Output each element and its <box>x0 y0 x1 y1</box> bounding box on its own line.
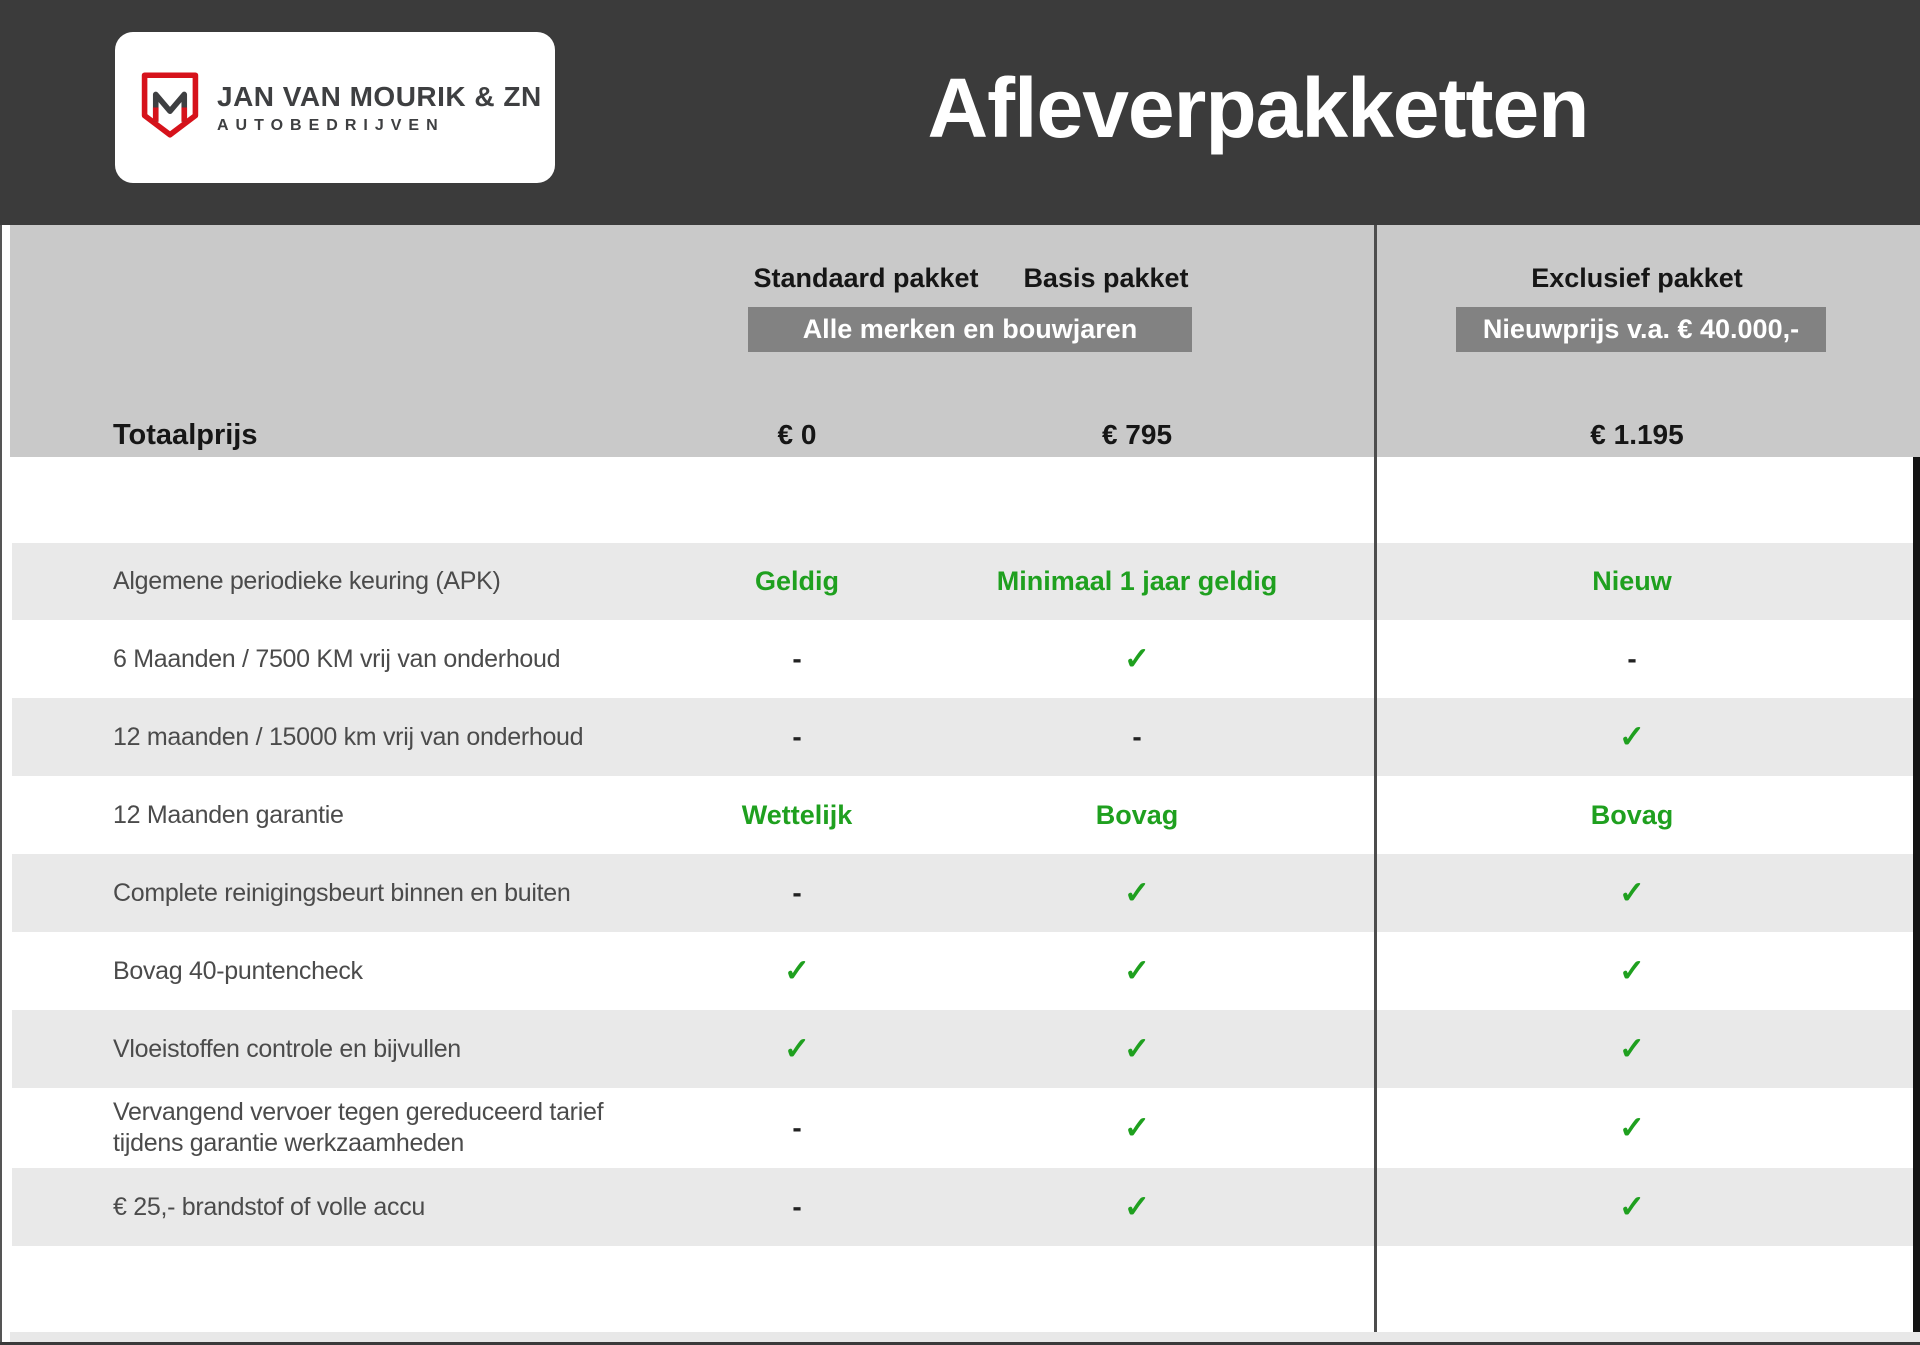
dash-icon: - <box>792 643 802 674</box>
table-row <box>12 776 1913 854</box>
cell-basis <box>975 543 1299 620</box>
row-label: 6 Maanden / 7500 KM vrij van onderhoud <box>113 644 561 673</box>
cell-exclusief <box>1470 854 1794 932</box>
table-row <box>12 543 1913 620</box>
check-icon: ✓ <box>784 1031 810 1066</box>
page-header <box>0 0 1920 225</box>
cell-exclusief <box>1470 1010 1794 1088</box>
cell-exclusief <box>1470 932 1794 1010</box>
row-label-line2: tijdens garantie werkzaamheden <box>113 1129 464 1157</box>
dash-icon: - <box>792 1191 802 1222</box>
check-icon: ✓ <box>784 953 810 988</box>
total-price-standaard: € 0 <box>777 419 817 450</box>
column-header-basis: Basis pakket <box>1023 263 1189 293</box>
dealer-logo-card <box>115 32 555 183</box>
exclusief-column-divider <box>1374 225 1377 1345</box>
check-icon: ✓ <box>1124 1189 1150 1224</box>
dash-icon: - <box>792 877 802 908</box>
cell-basis <box>975 1088 1299 1168</box>
cell-standaard <box>635 620 959 698</box>
cell-basis <box>975 698 1299 776</box>
check-icon: ✓ <box>1124 1110 1150 1145</box>
cell-value: Bovag <box>1590 799 1674 830</box>
cell-value: Wettelijk <box>741 799 853 830</box>
row-label: 12 maanden / 15000 km vrij van onderhoud <box>113 722 584 751</box>
check-icon: ✓ <box>1619 1189 1645 1224</box>
cell-standaard <box>635 698 959 776</box>
table-row <box>12 698 1913 776</box>
cell-standaard <box>635 776 959 854</box>
cell-exclusief <box>1470 620 1794 698</box>
cell-basis <box>975 776 1299 854</box>
dash-icon: - <box>792 1112 802 1143</box>
table-row <box>12 1088 1913 1168</box>
check-icon: ✓ <box>1619 875 1645 910</box>
check-icon: ✓ <box>1619 1031 1645 1066</box>
table-row <box>12 620 1913 698</box>
row-label: € 25,- brandstof of volle accu <box>113 1192 426 1221</box>
cell-standaard <box>635 854 959 932</box>
cell-basis <box>975 620 1299 698</box>
left-edge-line <box>0 225 2 1345</box>
cell-basis <box>975 854 1299 932</box>
dealer-shield-icon <box>139 70 201 145</box>
total-price-exclusief: € 1.195 <box>1590 419 1684 450</box>
cell-exclusief <box>1470 1088 1794 1168</box>
right-edge-strip <box>1913 457 1920 1332</box>
total-price-basis: € 795 <box>1101 419 1173 450</box>
page-title: Afleverpakketten <box>927 61 1589 155</box>
cell-standaard <box>635 1010 959 1088</box>
dash-icon: - <box>1132 721 1142 752</box>
cell-exclusief <box>1470 776 1794 854</box>
row-label: Bovag 40-puntencheck <box>113 956 363 985</box>
cell-value: Nieuw <box>1592 566 1672 596</box>
column-header-standaard: Standaard pakket <box>753 263 979 293</box>
row-label <box>113 1097 603 1159</box>
cell-exclusief <box>1470 1168 1794 1246</box>
dash-icon: - <box>1627 643 1637 674</box>
row-label-line1: Vervangend vervoer tegen gereduceerd tarief <box>113 1098 604 1126</box>
table-row <box>12 932 1913 1010</box>
cell-value: Bovag <box>1095 799 1179 830</box>
cell-basis <box>975 1010 1299 1088</box>
check-icon: ✓ <box>1124 875 1150 910</box>
cell-standaard <box>635 1088 959 1168</box>
dealer-name-line1: JAN VAN MOURIK & ZN <box>217 80 542 112</box>
check-icon: ✓ <box>1619 719 1645 754</box>
table-row <box>12 854 1913 932</box>
table-row <box>12 1168 1913 1246</box>
cell-standaard <box>635 1168 959 1246</box>
cell-exclusief <box>1470 543 1794 620</box>
check-icon: ✓ <box>1124 953 1150 988</box>
bottom-bar <box>10 1332 1920 1342</box>
check-icon: ✓ <box>1619 1110 1645 1145</box>
cell-exclusief <box>1470 698 1794 776</box>
totals-label: Totaalprijs <box>113 419 258 451</box>
table-row <box>12 1010 1913 1088</box>
badge-new-price: Nieuwprijs v.a. € 40.000,- <box>1456 307 1826 352</box>
column-header-exclusief: Exclusief pakket <box>1531 263 1743 293</box>
row-label: 12 Maanden garantie <box>113 800 344 829</box>
row-label: Vloeistoffen controle en bijvullen <box>113 1034 461 1063</box>
check-icon: ✓ <box>1619 953 1645 988</box>
dealer-name-line2: AUTOBEDRIJVEN <box>217 116 445 134</box>
cell-value: Minimaal 1 jaar geldig <box>996 566 1278 596</box>
row-label: Complete reinigingsbeurt binnen en buiten <box>113 878 571 907</box>
check-icon: ✓ <box>1124 641 1150 676</box>
cell-value: Geldig <box>754 566 839 596</box>
dash-icon: - <box>792 721 802 752</box>
cell-basis <box>975 1168 1299 1246</box>
check-icon: ✓ <box>1124 1031 1150 1066</box>
cell-standaard <box>635 932 959 1010</box>
row-label: Algemene periodieke keuring (APK) <box>113 567 501 595</box>
cell-basis <box>975 932 1299 1010</box>
badge-all-brands: Alle merken en bouwjaren <box>748 307 1192 352</box>
dealer-name <box>217 81 542 135</box>
cell-standaard <box>635 543 959 620</box>
